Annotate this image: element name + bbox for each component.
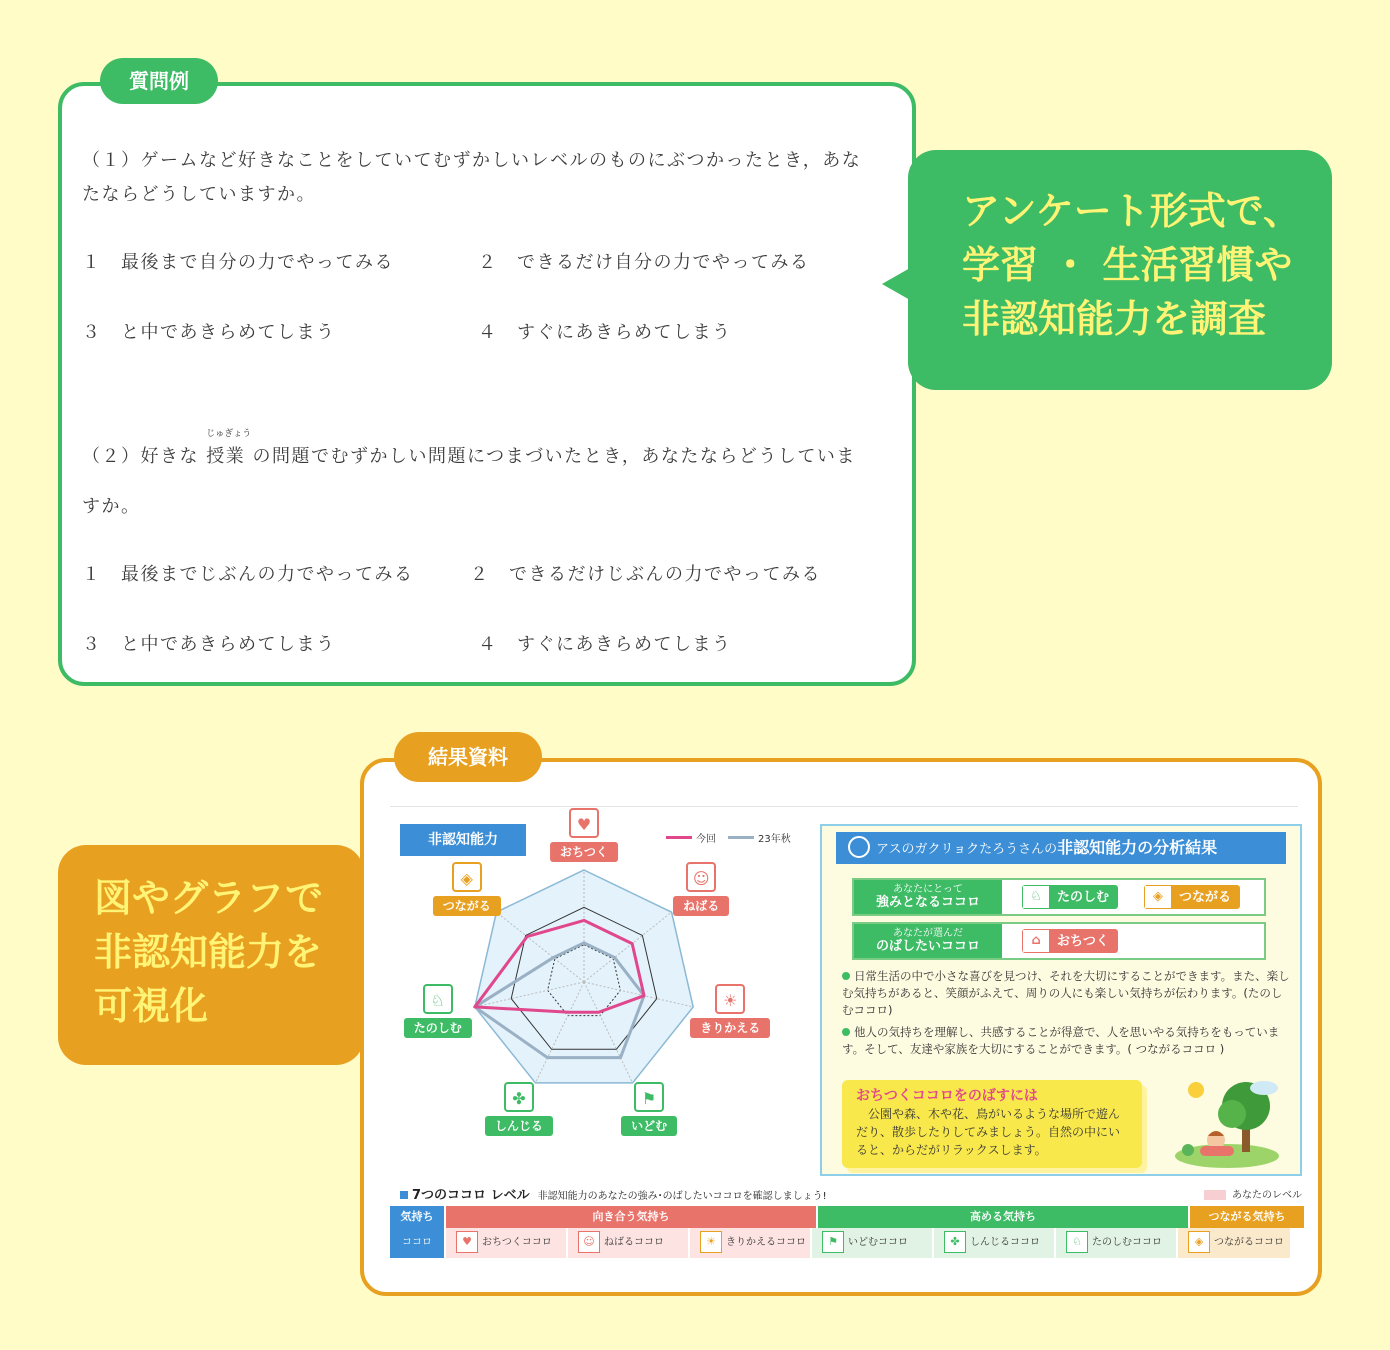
q1-option-3: ３ と中であきらめてしまう [82,322,336,343]
chip-ochitsuku [1022,929,1118,953]
question-example-card [58,82,916,686]
survey-callout-line3: 非認知能力を調査 [962,297,1267,341]
handshake-icon: ◈ [1188,1231,1210,1253]
table-cell-label: つながるココロ [1214,1237,1284,1248]
strength-row [852,878,1266,916]
level-table-subtitle: 非認知能力のあなたの強み･のばしたいココロを確認しましょう! [537,1191,827,1202]
table-cell [446,1228,566,1258]
q2-ruby-base: 授業 [206,446,246,467]
q1-option-4: ４ すぐにあきらめてしまう [478,322,732,343]
table-cell-label: ねばるココロ [604,1237,664,1248]
q2-option-3: ３ と中であきらめてしまう [82,634,336,655]
strength-label [854,880,1002,914]
magnifier-icon [848,836,870,858]
q2-text-suffix: の問題でむずかしい問題につまづいたとき，あなたならどうしていま [252,446,856,467]
your-level-label: あなたのレベル [1232,1190,1302,1201]
legend-previous-swatch [728,836,754,839]
person-icon: ☺ [686,862,716,892]
handshake-icon: ◈ [1145,886,1171,908]
flag-icon: ⚑ [634,1082,664,1112]
table-cell [1178,1228,1290,1258]
runner-icon: ♘ [423,984,453,1014]
child-in-park-illustration [1172,1076,1282,1168]
radar-axis-label: おちつく [550,842,618,862]
analysis-header [836,832,1286,864]
radar-axis-label: ねばる [673,896,729,916]
heart-house-icon: ♥ [569,808,599,838]
radar-axis-label: つながる [433,896,501,916]
table-cell [690,1228,810,1258]
title-square-icon [400,1191,408,1199]
table-cell [1056,1228,1176,1258]
chart-badge: 非認知能力 [400,824,526,856]
legend-current-swatch [666,836,692,839]
result-material-card [360,758,1322,1296]
your-level-legend [1204,1186,1302,1201]
legend-previous-label: 23年秋 [758,834,791,845]
your-level-swatch [1204,1190,1226,1200]
tip-box [842,1080,1142,1168]
analysis-panel [820,824,1302,1176]
q1-text-line2: たならどうしていますか。 [82,184,316,205]
bullet-dot [842,972,850,980]
q2-option-4: ４ すぐにあきらめてしまう [478,634,732,655]
flag-icon: ⚑ [822,1231,844,1253]
q1-option-2: ２ できるだけ自分の力でやってみる [478,252,810,273]
table-group-facing: 向き合う気持ち [446,1206,816,1228]
strength-label-small: あなたにとって [893,884,963,895]
heart-house-icon: ♥ [456,1231,478,1253]
q2-text-line1 [82,429,856,468]
analysis-paragraph-2 [842,1024,1292,1058]
q1-text-line1: （１）ゲームなど好きなことをしていてむずかしいレベルのものにぶつかったとき，あな [82,150,862,171]
runner-icon: ♘ [1023,886,1049,908]
legend-previous [728,830,791,845]
q2-text-line2: すか。 [82,496,141,517]
chip-tanoshimu-label: たのしむ [1057,890,1110,905]
survey-callout [908,150,1332,390]
radar-axis-label: しんじる [485,1116,553,1136]
analysis-paragraph-1 [842,968,1292,1019]
table-cell [812,1228,932,1258]
analysis-paragraph-1-text: 日常生活の中で小さな喜びを見つけ、それを大切にすることができます。また、楽しむ気持ちがあると、笑顔がふえて、周りの人にも楽しい気持ちが伝わります。(たのしむココロ) [842,969,1290,1017]
q2-option-1: １ 最後までじぶんの力でやってみる [82,564,414,585]
visualize-callout [58,845,364,1065]
visualize-callout-line1: 図やグラフで [94,876,324,920]
legend-current-label: 今回 [696,834,716,845]
chip-tanoshimu [1022,885,1118,909]
chip-ochitsuku-label: おちつく [1057,934,1109,949]
bullet-dot [842,1028,850,1036]
table-group-connecting: つながる気持ち [1190,1206,1304,1228]
survey-callout-line1: アンケート形式で、 [962,189,1301,233]
analysis-header-main: 非認知能力の分析結果 [1057,838,1218,857]
result-material-tab: 結果資料 [394,732,542,782]
strength-label-main: 強みとなるココロ [875,895,980,910]
level-table-title [400,1184,827,1203]
lightbulb-icon: ☀ [700,1231,722,1253]
q1-option-1: １ 最後まで自分の力でやってみる [82,252,394,273]
radar-axis-label: いどむ [621,1116,677,1136]
table-cell-label: しんじるココロ [970,1237,1040,1248]
divider [390,806,1298,807]
table-cell-label: きりかえるココロ [726,1237,806,1248]
radar-axis-label: きりかえる [690,1018,770,1038]
visualize-callout-line2: 非認知能力を [94,930,323,974]
table-head-feeling: 気持ち [390,1206,444,1228]
q2-text-prefix: （２）好きな [82,446,199,467]
grow-label [854,924,1002,958]
clover-icon: ✤ [944,1231,966,1253]
visualize-callout-line3: 可視化 [94,984,209,1028]
q2-option-2: ２ できるだけじぶんの力でやってみる [470,564,821,585]
table-cell [934,1228,1054,1258]
lightbulb-icon: ☀ [715,984,745,1014]
analysis-header-prefix: アスのガクリョクたろうさんの [876,842,1058,857]
level-table-title-text: 7つのココロ レベル [412,1188,530,1203]
chip-tsunagaru [1144,885,1240,909]
handshake-icon: ◈ [452,862,482,892]
question-example-tab: 質問例 [100,58,218,104]
radar-axis-label: たのしむ [404,1018,472,1038]
tip-title: おちつくココロをのばすには [856,1088,1038,1104]
grow-row [852,922,1266,960]
grow-label-main: のばしたいココロ [875,939,980,954]
table-group-raising: 高める気持ち [818,1206,1188,1228]
runner-icon: ♘ [1066,1231,1088,1253]
clover-icon: ✤ [504,1082,534,1112]
q2-ruby-reading: じゅぎょう [206,429,252,439]
chip-tsunagaru-label: つながる [1179,890,1232,905]
legend-current [666,830,716,845]
grow-label-small: あなたが選んだ [893,928,963,939]
table-cell-label: おちつくココロ [482,1237,552,1248]
q2-ruby-word [206,429,252,468]
heart-house-icon: ⌂ [1023,930,1049,952]
survey-callout-line2: 学習 ・ 生活習慣や [962,243,1293,287]
table-cell [568,1228,688,1258]
tip-body: 公園や森、木や花、鳥がいるような場所で遊んだり、散歩したりしてみましょう。自然の中にいると、からだがリラックスします。 [856,1107,1121,1157]
person-icon: ☺ [578,1231,600,1253]
analysis-paragraph-2-text: 他人の気持ちを理解し、共感することが得意で、人を思いやる気持ちをもっています。そして、友達や家族を大切にすることができます。( つながるココロ ) [842,1025,1280,1056]
table-head-cocoro: ココロ [390,1228,444,1258]
table-cell-label: たのしむココロ [1092,1237,1162,1248]
table-cell-label: いどむココロ [848,1237,908,1248]
